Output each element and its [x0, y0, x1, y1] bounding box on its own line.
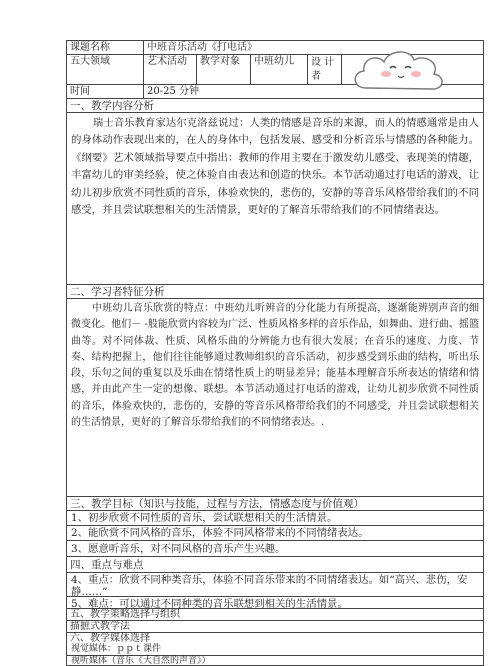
media-rows — [66, 644, 484, 666]
section2-title: 二、学习者特征分析 — [67, 285, 483, 299]
course-label: 课题名称 — [70, 42, 110, 53]
section4-title: 四、重点与难点 — [67, 557, 483, 573]
target-label: 教学对象 — [196, 55, 250, 84]
key-item-1: 4、重点：欣赏不同种类音乐，体验不同音乐带来的不同情绪表达。如“高兴、悲伤，安静……” — [67, 573, 483, 597]
target-value: 中班幼儿 — [250, 55, 307, 84]
section1-text: 瑞士音乐教育家达尔克洛兹说过：人类的情感是音乐的来源，而人的情感通常是由人的身体动作表现出来的，在人的身体中，包括发展、感受和分析音乐与情感的各种能力。《纲要》艺术领域指导要点中指出：教师的作用主要在于激发幼儿感受、表现美的情趣，丰富幼儿的审美经验，使之体验自由表达和创造的快乐。本节活动通过打电话的游戏，让幼儿初步欣赏不同性质的音乐，体验欢快的，悲伤的，安静的等音乐风格带给我们的不同感受，并且尝试联想相关的生活情景，更好的了解音乐带给我们的不同情绪表达。 — [67, 113, 483, 285]
designer-label: 设 计 者 — [307, 55, 341, 84]
media-item-audiovisual — [67, 656, 483, 666]
media-audiovisual-text: 视听媒体（音乐《大自然的声音》） — [71, 656, 211, 666]
section1-title: 一、教学内容分析 — [67, 99, 483, 113]
time-label: 时间 — [70, 86, 90, 97]
section5-title: 五、教学策略选择与组织 — [67, 609, 483, 621]
goal-item-3: 3、愿意听音乐，对不同风格的音乐产生兴趣。 — [67, 541, 483, 557]
time-value: 20-25 分钟 — [143, 85, 483, 98]
goal-item-1: 1、初步欣赏不同性质的音乐，尝试联想相关的生活情景。 — [67, 511, 483, 526]
course-value: 中班音乐活动《打电话》 — [143, 41, 483, 54]
section6-title: 六、教学媒体选择 — [70, 633, 150, 644]
key-item-2: 5、难点：可以通过不同种类的音乐联想到相关的生活情景。 — [67, 597, 483, 609]
cloud-mascot-icon — [348, 44, 448, 96]
media-visual-text: 视觉媒体：ｐｐｔ课件 — [71, 644, 162, 654]
domain-label: 五大领域 — [70, 56, 110, 67]
section5-text: 描摭式教学法 — [67, 621, 483, 633]
section2-text: 中班幼儿音乐欣赏的特点：中班幼儿听辨音的分化能力有所提高，逐渐能辨别声音的细微变化。他们－ -般能欣赏内容较为广泛、性质风格多样的音乐作品，如舞曲、进行曲、摇篮曲等。对不同体裁、性质、风格乐曲的分辨能力也有很大发展；在音乐的速度、力度、节奏、结构把握上，他们往往能够通过教师组织的音乐活动，初步感受到乐曲的结构，听出乐段，乐句之间的重复以及乐曲在情绪性质上的明显差异；能基本理解音乐所表达的情绪和情感，并由此产生一定的想像、联想。本节活动通过打电话的游戏，让幼儿初步欣赏不同性质的音乐，体验欢快的，悲伤的，安静的等音乐风格带给我们的不同感受，并且尝试联想相关的生活情景，更好的了解音乐带给我们的不同情绪表达。. — [67, 299, 483, 497]
lesson-plan-table — [66, 40, 484, 644]
section3-title: 三、教学目标（知识与技能，过程与方法，情感态度与价值观） — [67, 497, 483, 511]
media-item-visual — [67, 644, 483, 656]
goal-item-2: 2、能欣赏不同风格的音乐，体验不同风格带来的不同情绪表达。 — [67, 526, 483, 541]
domain-value: 艺术活动 — [143, 55, 196, 84]
